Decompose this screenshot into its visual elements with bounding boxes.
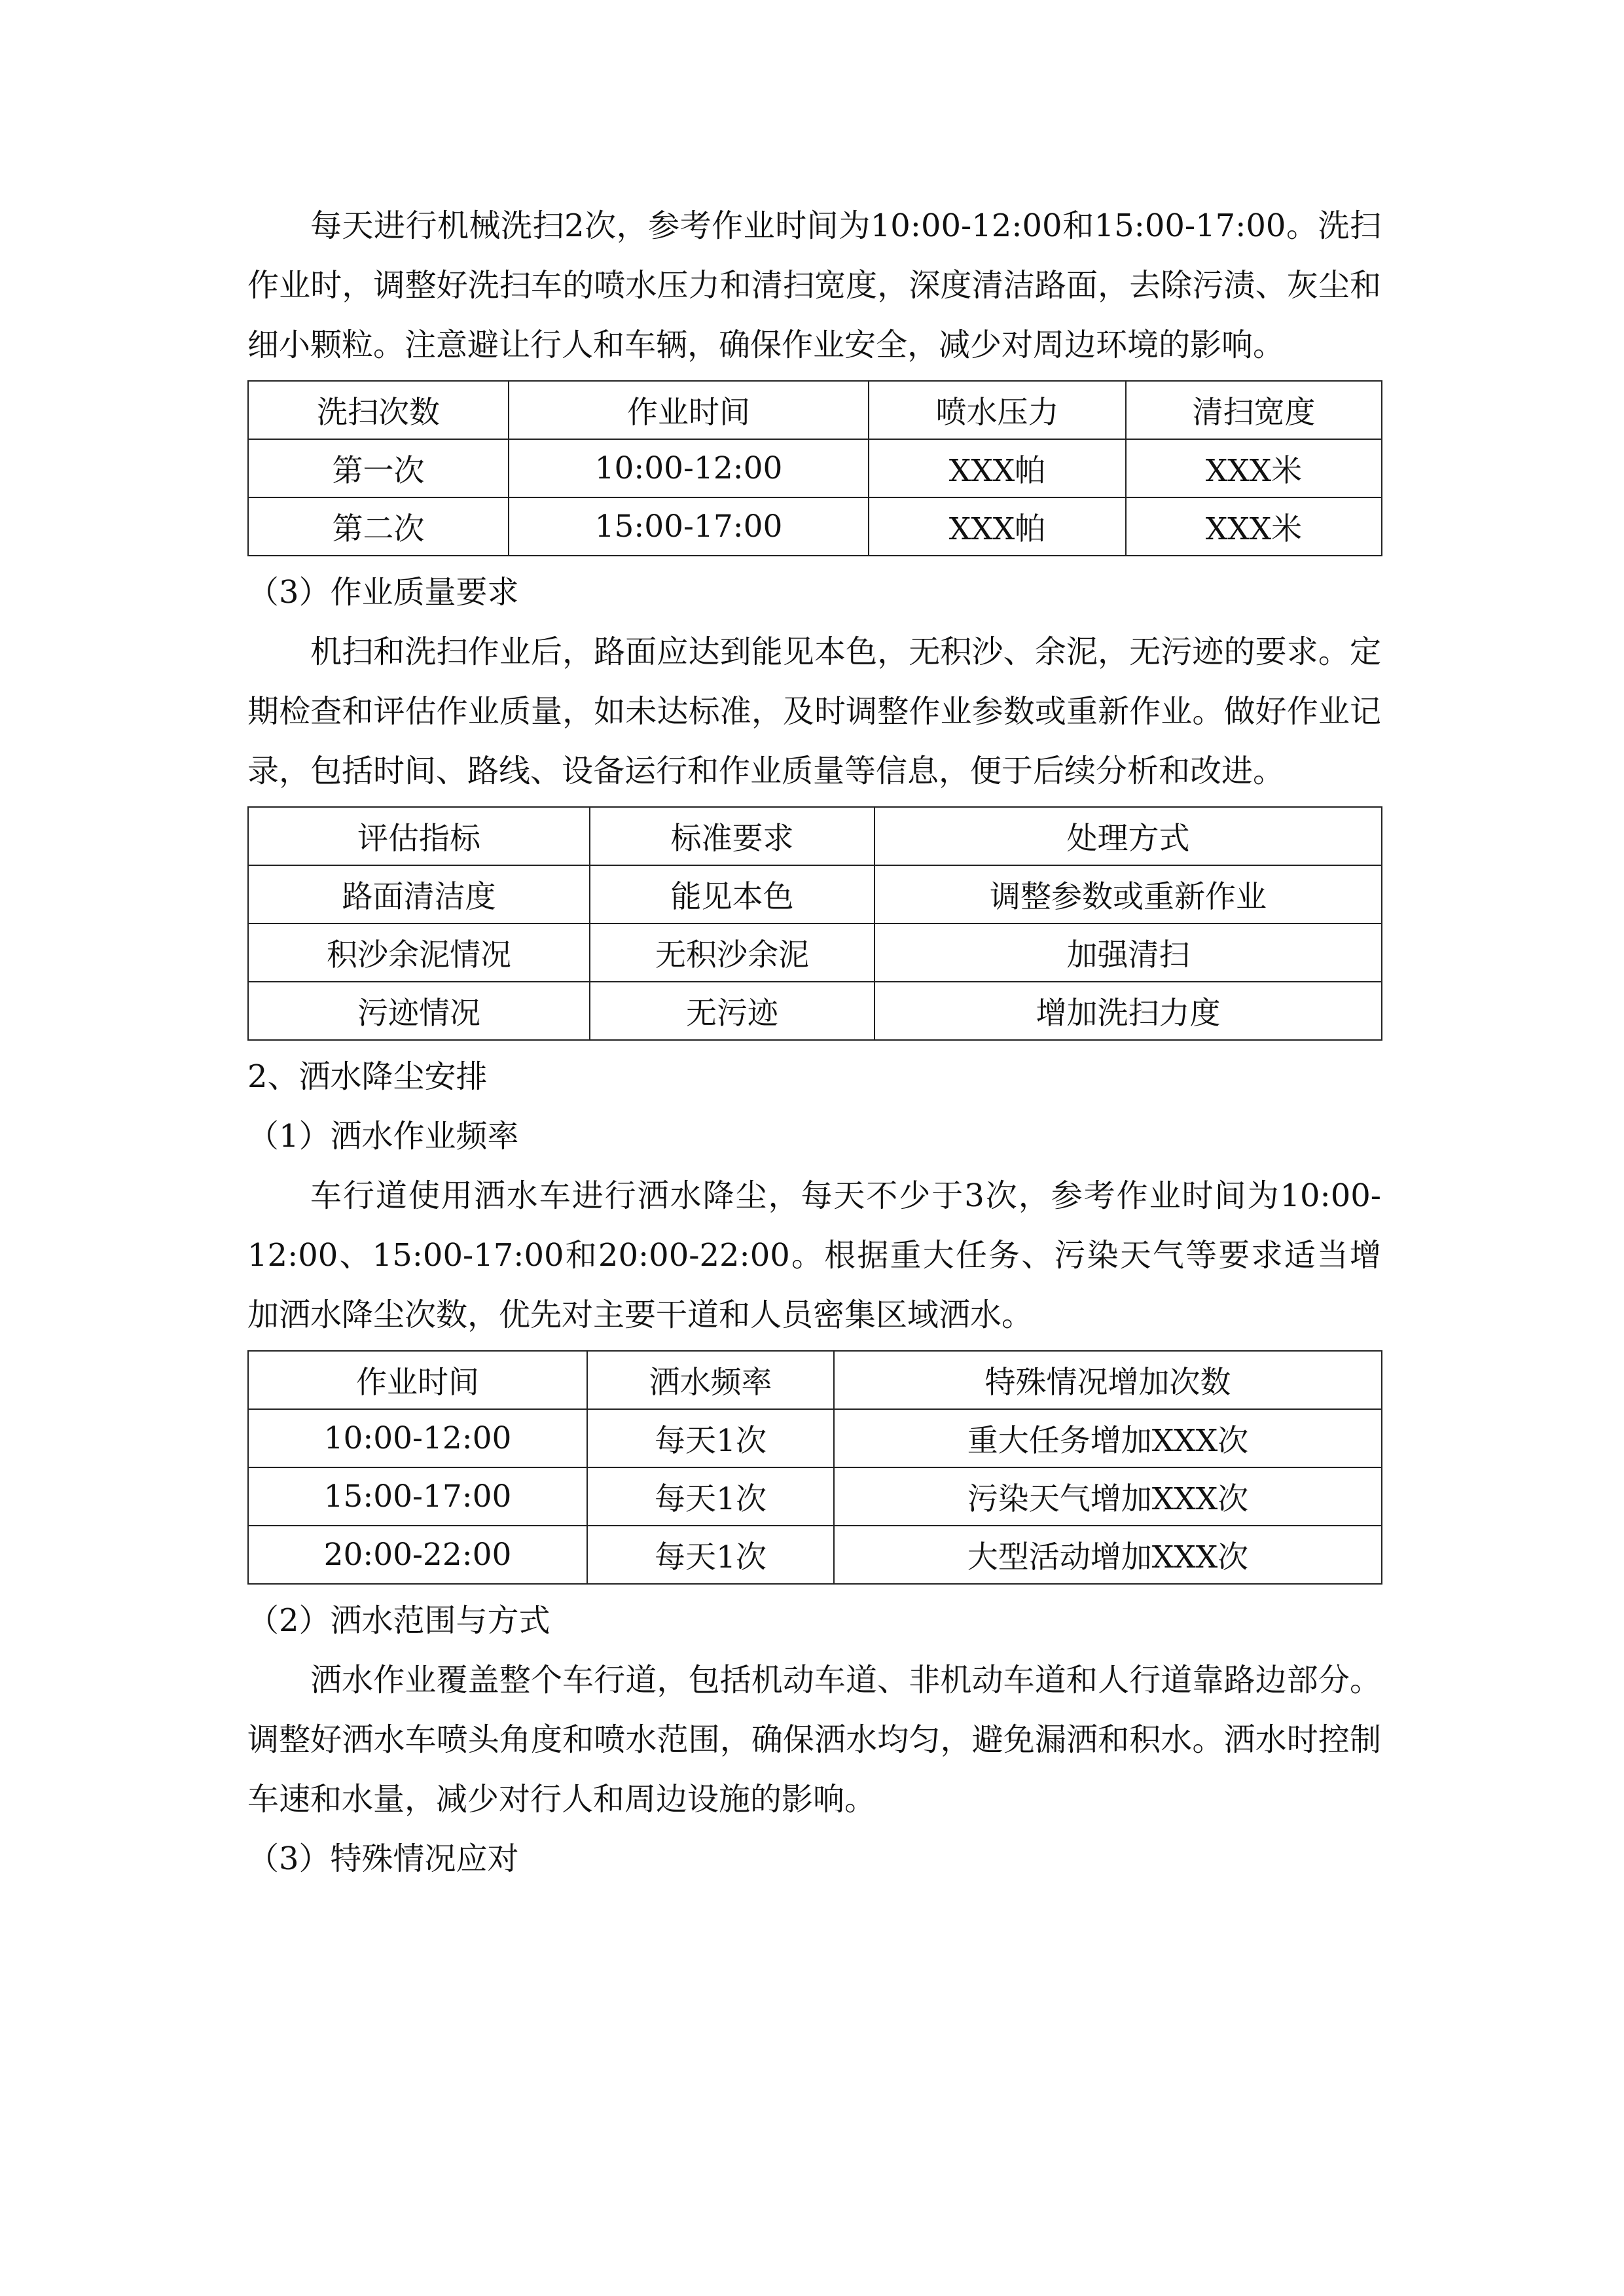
heading-quality-requirements: （3）作业质量要求: [247, 574, 519, 611]
table-header-cell: 处理方式: [875, 807, 1382, 865]
heading-special-situations: （3）特殊情况应对: [247, 1840, 519, 1877]
quality-table: [247, 806, 1382, 1041]
paragraph-quality: 机扫和洗扫作业后，路面应达到能见本色，无积沙、余泥，无污迹的要求。定期检查和评估作业质量，如未达标准，及时调整作业参数或重新作业。做好作业记录，包括时间、路线、设备运行和作业质量等信息，便于后续分析和改进。: [247, 634, 1381, 789]
table-cell: 15:00-17:00: [509, 497, 869, 556]
table-cell: 污染天气增加XXX次: [834, 1467, 1382, 1526]
paragraph-sprinkling-scope: 洒水作业覆盖整个车行道，包括机动车道、非机动车道和人行道靠路边部分。调整好洒水车喷头角度和喷水范围，确保洒水均匀，避免漏洒和积水。洒水时控制车速和水量，减少对行人和周边设施的影响。: [247, 1662, 1381, 1818]
table-cell: 第二次: [248, 497, 509, 556]
table-row: [248, 1467, 1382, 1526]
table-row: [248, 865, 1382, 924]
table-cell: 15:00-17:00: [248, 1467, 587, 1526]
table-cell: 每天1次: [587, 1409, 834, 1467]
table-row: [248, 497, 1382, 556]
table-cell: 能见本色: [590, 865, 875, 924]
table-cell: 每天1次: [587, 1526, 834, 1584]
table-header-cell: 喷水压力: [869, 381, 1126, 439]
paragraph-sprinkling-frequency: 车行道使用洒水车进行洒水降尘，每天不少于3次，参考作业时间为10:00-12:00、15:00-17:00和20:00-22:00。根据重大任务、污染天气等要求适当增加洒水降尘次数，优先对主要干道和人员密集区域洒水。: [247, 1177, 1381, 1333]
sprinkling-table: [247, 1350, 1382, 1585]
table-header-cell: 清扫宽度: [1126, 381, 1382, 439]
table-cell: XXX米: [1126, 439, 1382, 497]
document-page: [247, 196, 1381, 1889]
table-cell: 积沙余泥情况: [248, 924, 590, 982]
table-cell: 20:00-22:00: [248, 1526, 587, 1584]
table-cell: 调整参数或重新作业: [875, 865, 1382, 924]
table-cell: 加强清扫: [875, 924, 1382, 982]
table-header-cell: 洗扫次数: [248, 381, 509, 439]
table-cell: 10:00-12:00: [509, 439, 869, 497]
table-cell: 路面清洁度: [248, 865, 590, 924]
paragraph-sweeping-schedule: 每天进行机械洗扫2次，参考作业时间为10:00-12:00和15:00-17:00。洗扫作业时，调整好洗扫车的喷水压力和清扫宽度，深度清洁路面，去除污渍、灰尘和细小颗粒。注意避让行人和车辆，确保作业安全，减少对周边环境的影响。: [247, 207, 1381, 363]
table-cell: 大型活动增加XXX次: [834, 1526, 1382, 1584]
sweeping-table: [247, 380, 1382, 556]
table-cell: 第一次: [248, 439, 509, 497]
table-cell: XXX帕: [869, 439, 1126, 497]
table-cell: 增加洗扫力度: [875, 982, 1382, 1040]
heading-sprinkling-frequency: （1）洒水作业频率: [247, 1118, 519, 1155]
table-cell: 10:00-12:00: [248, 1409, 587, 1467]
table-header-cell: 作业时间: [509, 381, 869, 439]
heading-sprinkling-arrangement: 2、洒水降尘安排: [247, 1058, 488, 1095]
table-header-cell: 作业时间: [248, 1351, 587, 1409]
table-cell: XXX米: [1126, 497, 1382, 556]
table-row: [248, 982, 1382, 1040]
table-header-row: [248, 807, 1382, 865]
table-row: [248, 439, 1382, 497]
table-row: [248, 1409, 1382, 1467]
heading-sprinkling-scope: （2）洒水范围与方式: [247, 1602, 550, 1639]
table-cell: 每天1次: [587, 1467, 834, 1526]
table-header-row: [248, 1351, 1382, 1409]
table-header-row: [248, 381, 1382, 439]
table-header-cell: 特殊情况增加次数: [834, 1351, 1382, 1409]
table-row: [248, 924, 1382, 982]
table-cell: 无污迹: [590, 982, 875, 1040]
table-cell: 无积沙余泥: [590, 924, 875, 982]
table-header-cell: 洒水频率: [587, 1351, 834, 1409]
table-cell: XXX帕: [869, 497, 1126, 556]
table-cell: 污迹情况: [248, 982, 590, 1040]
table-header-cell: 评估指标: [248, 807, 590, 865]
table-cell: 重大任务增加XXX次: [834, 1409, 1382, 1467]
table-header-cell: 标准要求: [590, 807, 875, 865]
table-row: [248, 1526, 1382, 1584]
